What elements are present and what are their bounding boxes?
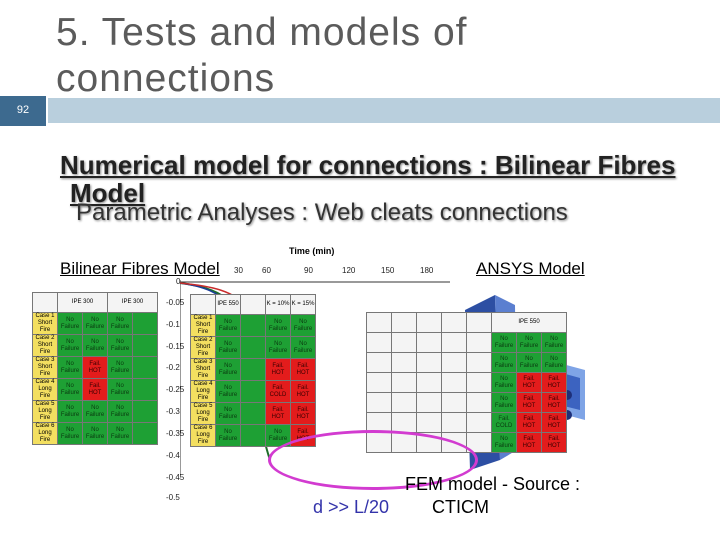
table-header: IPE 550 xyxy=(216,295,241,315)
table-cell xyxy=(367,333,392,353)
result-cell: Fail. COLD xyxy=(492,413,517,433)
y-tick: -0.45 xyxy=(166,473,185,482)
table-cell xyxy=(367,393,392,413)
result-cell: No Failure xyxy=(83,313,108,335)
table-cell xyxy=(367,353,392,373)
table-cell xyxy=(417,333,442,353)
result-cell: No Failure xyxy=(58,357,83,379)
result-cell: Fail. HOT xyxy=(542,393,567,413)
subtitle-numerical-model: Numerical model for connections : Bilinear Fibres xyxy=(60,150,676,180)
result-cell: No Failure xyxy=(83,423,108,445)
result-cell: Fail. HOT xyxy=(83,357,108,379)
result-cell: No Failure xyxy=(542,333,567,353)
subtitle-parametric: Parametric Analyses : Web cleats connections xyxy=(76,199,568,226)
table-cell xyxy=(467,373,492,393)
table-header: IPE 300 xyxy=(108,293,158,313)
table-cell xyxy=(241,295,266,315)
result-cell: No Failure xyxy=(108,401,133,423)
result-cell: No Failure xyxy=(58,379,83,401)
result-cell: Fail. HOT xyxy=(517,393,542,413)
case-label: Case 4 Long Fire xyxy=(33,379,58,401)
result-cell: No Failure xyxy=(266,315,291,337)
result-cell xyxy=(241,315,266,337)
result-cell: No Failure xyxy=(58,401,83,423)
table-cell xyxy=(392,313,417,333)
case-label: Case 4 Long Fire xyxy=(191,381,216,403)
table-cell xyxy=(367,373,392,393)
y-tick: -0.2 xyxy=(166,363,180,372)
time-tick: 30 xyxy=(234,266,243,275)
result-cell: No Failure xyxy=(216,337,241,359)
y-tick: -0.4 xyxy=(166,451,180,460)
table-cell xyxy=(417,313,442,333)
result-cell xyxy=(133,423,158,445)
case-label: Case 6 Long Fire xyxy=(191,425,216,447)
result-cell xyxy=(133,335,158,357)
table-cell xyxy=(442,313,467,333)
result-cell xyxy=(133,379,158,401)
result-cell: No Failure xyxy=(492,333,517,353)
result-cell: No Failure xyxy=(517,333,542,353)
table-cell xyxy=(392,413,417,433)
table-cell xyxy=(442,393,467,413)
result-cell: Fail. HOT xyxy=(542,373,567,393)
time-axis-label: Time (min) xyxy=(289,246,335,256)
table-header: K = 10% xyxy=(266,295,291,315)
result-cell: No Failure xyxy=(216,359,241,381)
result-cell xyxy=(133,313,158,335)
y-tick: -0.25 xyxy=(166,385,185,394)
bilinear-results-table xyxy=(32,292,158,445)
result-cell: Fail. HOT xyxy=(83,379,108,401)
table-cell xyxy=(467,413,492,433)
case-label: Case 3 Short Fire xyxy=(191,359,216,381)
result-cell: Fail. HOT xyxy=(542,433,567,453)
result-cell: No Failure xyxy=(216,315,241,337)
result-cell: No Failure xyxy=(492,393,517,413)
cticm-label: CTICM xyxy=(432,497,489,517)
table-cell xyxy=(467,353,492,373)
result-cell: Fail. HOT xyxy=(266,403,291,425)
table-cell xyxy=(33,293,58,313)
result-cell: No Failure xyxy=(108,335,133,357)
case-label: Case 1 Short Fire xyxy=(33,313,58,335)
result-cell: No Failure xyxy=(266,425,291,447)
y-tick: -0.35 xyxy=(166,429,185,438)
table-cell xyxy=(392,353,417,373)
ansys-model-label: ANSYS Model xyxy=(476,259,585,278)
case-label: Case 2 Short Fire xyxy=(33,335,58,357)
result-cell: Fail. HOT xyxy=(291,403,316,425)
result-cell xyxy=(241,425,266,447)
result-cell: Fail. COLD xyxy=(266,381,291,403)
result-cell: No Failure xyxy=(492,353,517,373)
table-cell xyxy=(367,313,392,333)
y-tick: -0.15 xyxy=(166,342,185,351)
result-cell: No Failure xyxy=(216,425,241,447)
result-cell: No Failure xyxy=(108,423,133,445)
result-cell xyxy=(241,403,266,425)
table-cell xyxy=(417,353,442,373)
table-cell xyxy=(392,333,417,353)
result-cell xyxy=(133,357,158,379)
case-label: Case 5 Long Fire xyxy=(191,403,216,425)
y-tick: -0.3 xyxy=(166,407,180,416)
subtitle-model: Model xyxy=(70,178,146,208)
result-cell: No Failure xyxy=(58,313,83,335)
time-tick: 60 xyxy=(262,266,271,275)
result-cell: No Failure xyxy=(266,337,291,359)
table-cell xyxy=(442,373,467,393)
table-cell xyxy=(392,393,417,413)
case-label: Case 3 Short Fire xyxy=(33,357,58,379)
result-cell: Fail. HOT xyxy=(291,425,316,447)
result-cell xyxy=(241,381,266,403)
result-cell: No Failure xyxy=(542,353,567,373)
result-cell: No Failure xyxy=(83,335,108,357)
table-cell xyxy=(417,413,442,433)
y-tick: -0.05 xyxy=(166,298,185,307)
result-cell xyxy=(241,337,266,359)
table-cell xyxy=(467,333,492,353)
y-tick: -0.1 xyxy=(166,320,180,329)
slide-title: 5. Tests and models of connections xyxy=(56,11,468,100)
bilinear-model-label: Bilinear Fibres Model xyxy=(60,259,220,278)
result-cell: Fail. HOT xyxy=(517,433,542,453)
d-ratio-label: d >> L/20 xyxy=(313,497,390,517)
table-cell xyxy=(417,373,442,393)
result-cell: No Failure xyxy=(517,353,542,373)
result-cell: No Failure xyxy=(108,357,133,379)
time-tick: 120 xyxy=(342,266,356,275)
result-cell: Fail. HOT xyxy=(542,413,567,433)
result-cell: No Failure xyxy=(492,373,517,393)
time-tick: 90 xyxy=(304,266,313,275)
result-cell: Fail. HOT xyxy=(266,359,291,381)
table-cell xyxy=(467,393,492,413)
result-cell: No Failure xyxy=(108,379,133,401)
time-tick: 180 xyxy=(420,266,434,275)
table-cell xyxy=(417,393,442,413)
result-cell: No Failure xyxy=(492,433,517,453)
table-cell xyxy=(191,295,216,315)
table-header: IPE 550 xyxy=(492,313,567,333)
result-cell: No Failure xyxy=(108,313,133,335)
y-tick: -0.5 xyxy=(166,493,180,502)
table-cell xyxy=(392,373,417,393)
result-cell: No Failure xyxy=(216,381,241,403)
y-tick: 0 xyxy=(176,277,181,286)
mid-results-table xyxy=(190,294,316,447)
table-cell xyxy=(442,353,467,373)
fem-source-label: FEM model - Source : xyxy=(405,474,581,494)
result-cell: Fail. HOT xyxy=(291,381,316,403)
case-label: Case 6 Long Fire xyxy=(33,423,58,445)
table-header: K = 15% xyxy=(291,295,316,315)
time-tick: 150 xyxy=(381,266,395,275)
case-label: Case 5 Long Fire xyxy=(33,401,58,423)
result-cell: Fail. HOT xyxy=(517,413,542,433)
result-cell: No Failure xyxy=(291,315,316,337)
case-label: Case 2 Short Fire xyxy=(191,337,216,359)
result-cell xyxy=(241,359,266,381)
result-cell: Fail. HOT xyxy=(291,359,316,381)
slide-number: 92 xyxy=(16,104,30,116)
result-cell: No Failure xyxy=(58,335,83,357)
case-label: Case 1 Short Fire xyxy=(191,315,216,337)
result-cell: No Failure xyxy=(216,403,241,425)
result-cell: Fail. HOT xyxy=(517,373,542,393)
table-cell xyxy=(442,413,467,433)
table-cell xyxy=(467,313,492,333)
result-cell xyxy=(133,401,158,423)
result-cell: No Failure xyxy=(83,401,108,423)
table-header: IPE 300 xyxy=(58,293,108,313)
table-cell xyxy=(442,333,467,353)
result-cell: No Failure xyxy=(58,423,83,445)
result-cell: No Failure xyxy=(291,337,316,359)
